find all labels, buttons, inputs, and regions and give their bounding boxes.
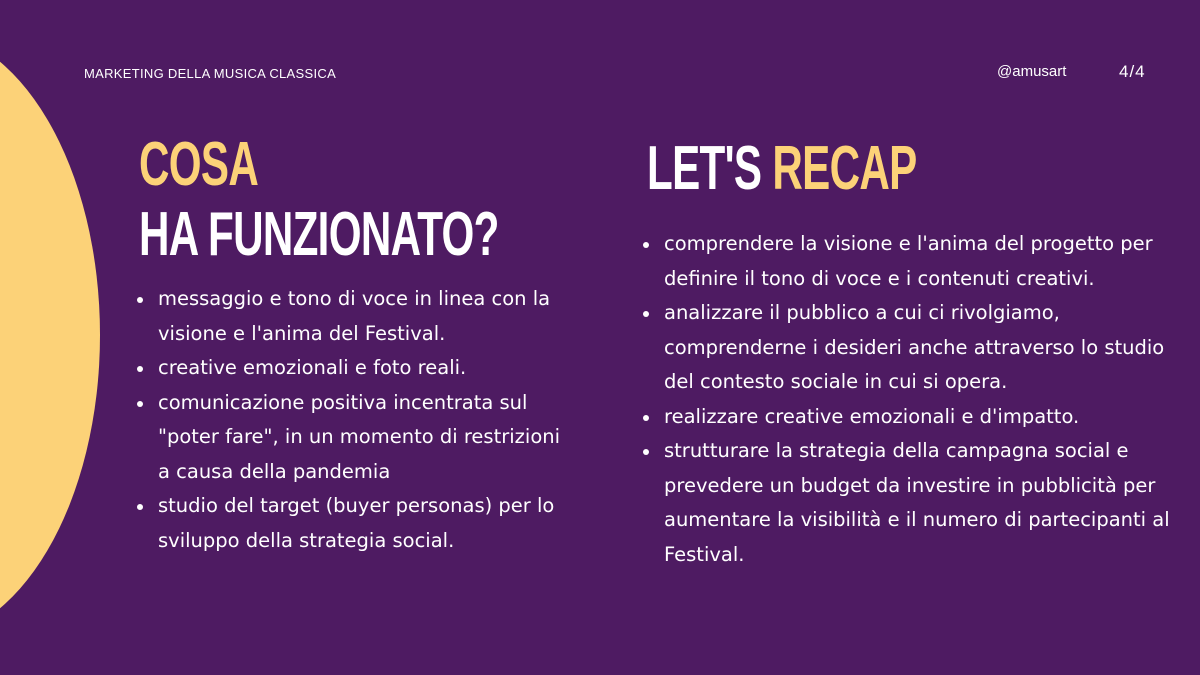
- list-item: messaggio e tono di voce in linea con la visione e l'anima del Festival.: [137, 282, 577, 351]
- social-handle: @amusart: [997, 63, 1067, 80]
- list-item: strutturare la strategia della campagna social e prevedere un budget da investire in pubblicità per aumentare la visibilità e il numero di partecipanti al Festival.: [643, 434, 1183, 572]
- list-item: studio del target (buyer personas) per lo sviluppo della strategia social.: [137, 489, 577, 558]
- right-title: [647, 134, 917, 203]
- list-item: comprendere la visione e l'anima del progetto per definire il tono di voce e i contenuti creativi.: [643, 227, 1183, 296]
- list-item: analizzare il pubblico a cui ci rivolgiamo, comprenderne i desideri anche attraverso lo studio del contesto sociale in cui si opera.: [643, 296, 1183, 400]
- left-title-line2: HA FUNZIONATO?: [139, 200, 499, 269]
- list-item: creative emozionali e foto reali.: [137, 351, 577, 386]
- left-title-line1: COSA: [139, 130, 259, 199]
- list-item: realizzare creative emozionali e d'impatto.: [643, 400, 1183, 435]
- header-label: MARKETING DELLA MUSICA CLASSICA: [84, 66, 337, 81]
- decorative-circle: [0, 30, 100, 640]
- right-title-accent: RECAP: [772, 134, 917, 203]
- right-bullet-list: [643, 227, 1183, 572]
- page-number: 4/4: [1119, 62, 1146, 81]
- list-item: comunicazione positiva incentrata sul "poter fare", in un momento di restrizioni a causa della pandemia: [137, 386, 577, 490]
- left-bullet-list: [137, 282, 577, 558]
- right-title-prefix: LET'S: [647, 134, 773, 203]
